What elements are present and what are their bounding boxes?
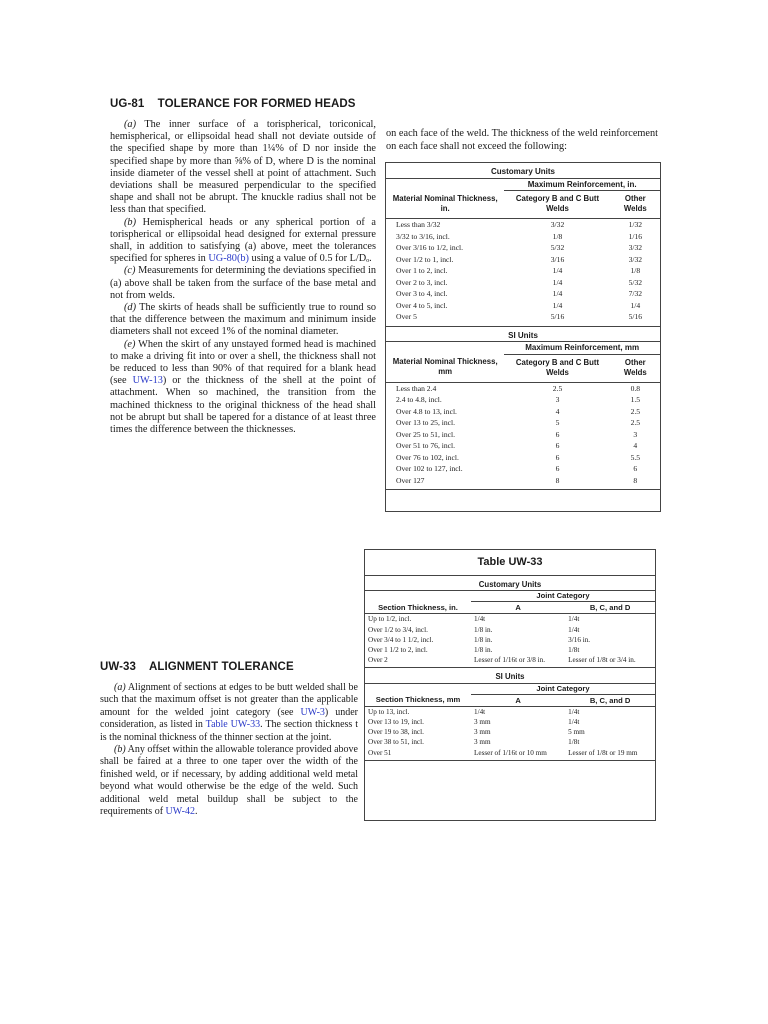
table-cell: 7/32: [628, 289, 643, 298]
table-cell: Less than 2.4: [396, 383, 437, 393]
table-cell: Up to 1/2, incl.: [368, 615, 412, 624]
table-cell: 8: [611, 475, 660, 490]
max-reinforcement-mm-header: Maximum Reinforcement, mm: [504, 342, 660, 355]
table-row: [386, 406, 660, 418]
table-row: [386, 277, 660, 289]
table-cell: 3/32 to 3/16, incl.: [396, 231, 450, 241]
table-row: [365, 655, 655, 668]
table-cell: 1/8: [630, 266, 641, 275]
ug81-heading-number: UG-81: [110, 98, 145, 110]
column-header: Other Welds: [611, 191, 660, 219]
column-header: Other Welds: [611, 354, 660, 382]
table-cell: 3 mm: [474, 738, 491, 747]
table-row: [386, 382, 660, 394]
table-cell: Lesser of 1/8t or 3/4 in.: [565, 655, 655, 668]
para-text: ) under consideration, as listed in: [100, 706, 358, 731]
ug81-para-e: [110, 339, 376, 437]
para-text: The inner surface of a torispherical, toriconical, hemispherical, or ellipsoidal head shall not deviate outside of the specified shape by more than 1¼% of D nor inside the specified shape by more than ⅝% of D, where D is the nominal inside diameter of the vessel shell at point of attachment. Such deviations shall be measured perpendicular to the specified shape and shall not be abrupt. The knuckle radius shall not be less than that specified.: [110, 119, 376, 216]
uw33-para-a: [100, 682, 358, 744]
table-uw33-link[interactable]: Table UW-33: [205, 719, 261, 731]
table-cell: 3: [555, 395, 560, 404]
customary-units-header: Customary Units: [386, 163, 660, 178]
table-row: [386, 242, 660, 254]
table-cell: Over 1/2 to 3/4, incl.: [368, 625, 428, 634]
table-row: [386, 254, 660, 266]
si-units-header: SI Units: [365, 668, 655, 683]
table-cell: Over 13 to 19, incl.: [368, 718, 424, 727]
uw33-heading-title: ALIGNMENT TOLERANCE: [148, 661, 294, 673]
table-cell: 1/4: [552, 266, 563, 275]
column-header: Material Nominal Thickness, mm: [386, 354, 504, 382]
table-row: [386, 452, 660, 464]
table-cell: 5/32: [550, 243, 565, 252]
para-text: ) or the thickness of the shell at the point of attachment. When so machined, the transition from the machined thickness to the original thickness of the head shall not be abrupt but shall be tapered for a distance of at least three times the difference between the thicknesses.: [110, 375, 376, 436]
table-cell: 1/8t: [568, 646, 580, 655]
ug81-para-a: [110, 119, 376, 217]
para-label: (b): [124, 216, 137, 228]
ug81-para-d: [110, 302, 376, 339]
column-header: Section Thickness, mm: [365, 694, 471, 706]
table-cell: Over 13 to 25, incl.: [396, 418, 456, 427]
para-label: (a): [124, 119, 137, 130]
ug81-heading: [110, 98, 376, 110]
table-row: [365, 635, 655, 645]
weld-intro-text: on each face of the weld. The thickness of the weld reinforcement on each face shall not exceed the following:: [386, 128, 658, 152]
table-cell: 1/4t: [568, 615, 580, 624]
ug81-para-c: [110, 265, 376, 302]
table-row: [365, 706, 655, 717]
para-text: Any offset within the allowable tolerance provided above shall be faired at a three to one taper over the width of the finished weld, or if necessary, by adding additional weld metal beyond what would otherwise be the edge of the weld. Such additional weld metal buildup shall be subject to the requirements of: [100, 744, 358, 818]
table-cell: 6: [555, 429, 560, 439]
table-row: [386, 440, 660, 452]
para-label: (a): [114, 682, 126, 693]
uw33-section: [100, 661, 358, 818]
blank-cell: [386, 178, 504, 191]
table-row: [386, 300, 660, 312]
table-cell: Lesser of 1/8t or 19 mm: [565, 748, 655, 761]
table-cell: Over 51 to 76, incl.: [396, 441, 456, 450]
table-cell: 5 mm: [568, 728, 585, 737]
max-reinforcement-in-header: Maximum Reinforcement, in.: [504, 178, 660, 191]
table-row: [365, 717, 655, 727]
uw33-heading-number: UW-33: [100, 661, 137, 673]
table-cell: Over 4.8 to 13, incl.: [396, 406, 457, 416]
table-row: [365, 625, 655, 635]
table-cell: 1/4t: [568, 625, 580, 634]
uw33-table-grid: [365, 576, 655, 761]
column-header: Section Thickness, in.: [365, 602, 471, 614]
table-cell: 3/32: [628, 243, 643, 252]
ug80b-link[interactable]: UG-80(b): [208, 253, 249, 265]
para-text: Hemispherical heads or any spherical portion of a torispherical or ellipsoidal head designed for external pressure shall, in addition to satisfying (a) above, meet the tolerances specified for spheres in: [110, 216, 376, 265]
column-header: A: [471, 694, 565, 706]
table-cell: 1.5: [630, 395, 641, 404]
table-cell: 3 mm: [474, 718, 491, 727]
table-row: [386, 394, 660, 406]
table-cell: 2.5: [630, 418, 641, 427]
blank-cell: [365, 591, 471, 602]
table-cell: Over 5: [386, 311, 504, 326]
para-text: . The section thickness t is the nominal thickness of the thinner section at the joint.: [100, 719, 358, 743]
column-header: B, C, and D: [565, 694, 655, 706]
table-row: [365, 737, 655, 747]
table-row: [386, 311, 660, 326]
table-cell: 3/32: [550, 220, 565, 229]
table-row: [386, 231, 660, 243]
joint-category-header: Joint Category: [471, 591, 655, 602]
table-row: [365, 614, 655, 625]
table-cell: 4: [555, 406, 560, 416]
column-header: B, C, and D: [565, 602, 655, 614]
table-cell: 1/16: [628, 231, 643, 241]
table-cell: 3/32: [628, 254, 643, 264]
table-cell: 3/16: [550, 254, 565, 264]
table-cell: Lesser of 1/16t or 3/8 in.: [471, 655, 565, 668]
table-row: [386, 265, 660, 277]
para-label: (b): [114, 744, 126, 756]
table-cell: Over 25 to 51, incl.: [396, 429, 456, 439]
table-cell: 2.5: [630, 406, 641, 416]
uw33-table: [364, 549, 656, 821]
table-cell: Over 127: [386, 475, 504, 490]
column-header: Category B and C Butt Welds: [504, 354, 610, 382]
table-cell: 4: [633, 441, 638, 450]
table-cell: Up to 13, incl.: [368, 707, 410, 716]
reinforcement-table: [385, 162, 661, 512]
table-row: [386, 463, 660, 475]
reinforcement-table-grid: [386, 163, 660, 490]
para-label: (e): [124, 338, 136, 350]
table-cell: Over 51: [365, 748, 471, 761]
table-cell: 6: [555, 452, 560, 462]
table-cell: 1/4t: [474, 707, 486, 716]
para-label: (c): [124, 265, 136, 277]
uw33-table-title: Table UW-33: [365, 550, 655, 576]
table-cell: Over 3/4 to 1 1/2, incl.: [368, 635, 434, 644]
table-cell: 1/4: [630, 300, 641, 310]
table-cell: Over 2: [365, 655, 471, 668]
table-cell: 0.8: [630, 383, 641, 393]
para-text: using a value of 0.5 for L/Dₒ.: [248, 253, 372, 265]
para-text: .: [195, 806, 198, 818]
table-row: [386, 429, 660, 441]
ug81-para-b: [110, 217, 376, 266]
table-cell: 3: [633, 429, 638, 439]
para-label: (d): [124, 302, 137, 314]
table-cell: 1/8 in.: [474, 635, 493, 644]
table-cell: Over 19 to 38, incl.: [368, 728, 424, 737]
blank-cell: [386, 342, 504, 355]
table-cell: 5/32: [628, 277, 643, 287]
table-cell: 1/32: [628, 220, 643, 229]
ug81-heading-title: TOLERANCE FOR FORMED HEADS: [157, 98, 356, 110]
table-cell: 3 mm: [474, 728, 491, 737]
table-row: [365, 645, 655, 655]
table-cell: 5/16: [504, 311, 610, 326]
table-row: [386, 475, 660, 490]
ug81-section: [110, 98, 376, 436]
table-row: [365, 727, 655, 737]
table-cell: 1/4: [552, 300, 563, 310]
para-text: The skirts of heads shall be sufficiently true to round so that the difference between the maximum and minimum inside diameters shall not exceed 1% of the nominal diameter.: [110, 302, 376, 338]
table-cell: 6: [555, 464, 560, 473]
table-cell: 1/4t: [568, 707, 580, 716]
table-cell: 2.4 to 4.8, incl.: [396, 395, 442, 404]
table-cell: 6: [555, 441, 560, 450]
table-cell: Over 4 to 5, incl.: [396, 300, 448, 310]
blank-cell: [365, 683, 471, 694]
table-cell: 1/4: [552, 289, 563, 298]
table-cell: Over 3 to 4, incl.: [396, 289, 448, 298]
table-cell: 5.5: [630, 452, 641, 462]
table-row: [386, 417, 660, 429]
table-cell: Over 102 to 127, incl.: [396, 464, 463, 473]
column-header: Category B and C Butt Welds: [504, 191, 610, 219]
table-cell: 1/4t: [568, 718, 580, 727]
table-cell: Over 3/16 to 1/2, incl.: [396, 243, 464, 252]
table-cell: 8: [504, 475, 610, 490]
table-cell: 5: [555, 418, 560, 427]
table-cell: 3/16 in.: [568, 635, 591, 644]
si-units-header: SI Units: [386, 326, 660, 342]
uw33-heading: [100, 661, 358, 673]
para-text: When the skirt of any unstayed formed head is machined to make a driving fit into or over a shell, the thickness shall not be reduced to less than 90% of that required for a blank head (see: [110, 338, 376, 387]
table-cell: Over 1/2 to 1, incl.: [396, 254, 454, 264]
column-header: A: [471, 602, 565, 614]
table-cell: 1/8 in.: [474, 625, 493, 634]
table-cell: Less than 3/32: [396, 220, 441, 229]
uw3-link[interactable]: UW-3: [300, 706, 325, 718]
joint-category-header: Joint Category: [471, 683, 655, 694]
customary-units-header: Customary Units: [365, 576, 655, 591]
table-cell: 6: [633, 464, 638, 473]
uw42-link[interactable]: UW-42: [165, 806, 195, 818]
para-text: Measurements for determining the deviations specified in (a) above shall be taken from the surface of the base metal and not from welds.: [110, 265, 376, 301]
table-row: [386, 219, 660, 231]
table-cell: 2.5: [552, 383, 563, 393]
table-cell: 1/8 in.: [474, 646, 493, 655]
table-cell: Over 1 to 2, incl.: [396, 266, 448, 275]
table-cell: 1/4t: [474, 615, 486, 624]
table-cell: 1/8t: [568, 738, 580, 747]
table-cell: Lesser of 1/16t or 10 mm: [471, 748, 565, 761]
table-row: [365, 748, 655, 761]
table-cell: Over 2 to 3, incl.: [396, 277, 448, 287]
column-header: Material Nominal Thickness, in.: [386, 191, 504, 219]
table-row: [386, 288, 660, 300]
table-cell: Over 38 to 51, incl.: [368, 738, 424, 747]
table-cell: 1/4: [552, 277, 563, 287]
table-cell: 5/16: [611, 311, 660, 326]
uw13-link[interactable]: UW-13: [132, 375, 163, 387]
table-cell: Over 76 to 102, incl.: [396, 452, 459, 462]
uw33-para-b: [100, 744, 358, 818]
para-text: Alignment of sections at edges to be butt welded shall be such that the maximum offset is not greater than the applicable amount for the welded joint category (see: [100, 682, 358, 718]
table-cell: 1/8: [552, 231, 563, 241]
table-cell: Over 1 1/2 to 2, incl.: [368, 646, 428, 655]
